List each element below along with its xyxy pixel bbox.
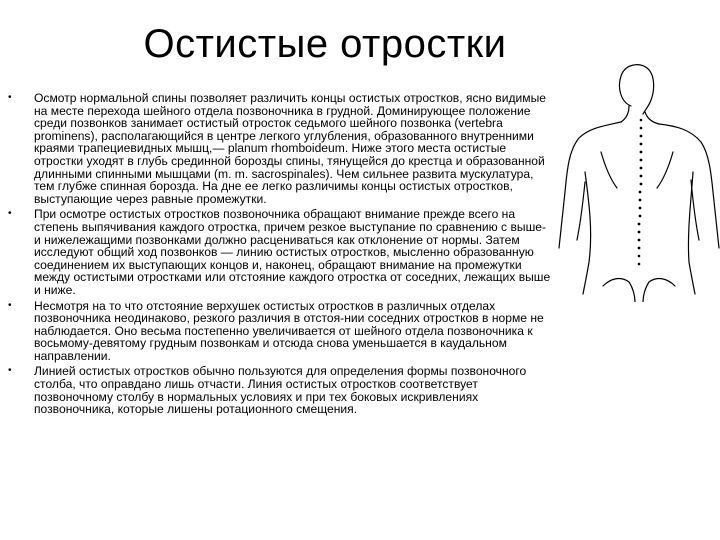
bullet-item (8, 300, 553, 363)
bullet-item (8, 208, 553, 296)
neck-left (621, 106, 629, 122)
left-scapula (601, 152, 617, 188)
bullet-text: Линией остистых отростков обычно пользуются для определения формы позвоночного столба, что оправдано лишь отчасти. Линия остистых отростков соответствует позвоночному столбу в нормальных условиях и при тех боковых искривлениях позвоночника, которые лишены ротационного смещения. (34, 364, 527, 417)
right-scapula (657, 152, 673, 188)
bullet-dot-icon: • (8, 365, 12, 377)
bullet-dot-icon: • (8, 299, 12, 311)
neck-right (645, 112, 659, 124)
bullet-item (8, 365, 553, 415)
bullet-text: При осмотре остистых отростков позвоночника обращают внимание прежде всего на степень выпячивания каждого отростка, причем резкое выступание по сравнению с выше- и нижележащими позвонками должно расцениваться как отклонение от нормы. Затем исследуют общий ход позвонков — линию остистых отростков, мысленно образованную соединением их выступающих концов и, наконец, обращают внимание на промежутки между остистыми отростками или отстояние каждого отростка от соседних, лежащих выше и ниже. (34, 207, 551, 297)
left-arm-inner (577, 182, 585, 240)
bullet-list (8, 92, 553, 419)
slide-title: Остистые отростки (143, 22, 507, 66)
bullet-text: Несмотря на то что отстояние верхушек остистых отростков в различных отделах позвоночника неодинаково, резкого различия в отстоя-нии соседних отростков в норме не наблюдается. Оно весьма постепенно увеличивается от шейного отдела позвоночника к восьмому-девятому грудным позвонкам и отсюда снова уменьшается в каудальном направлении. (34, 298, 544, 363)
gluteal-left (603, 279, 635, 302)
torso-right (688, 172, 695, 294)
head-outline (619, 65, 653, 114)
spinous-process-dots (638, 119, 643, 266)
bullet-text: Осмотр нормальной спины позволяет различить концы остистых отростков, ясно видимые на месте перехода шейного отдела позвоночника в грудной. Доминирующее положение среди позвонков занимает остистый отросток седьмого шейного позвонка (vertebra prominens), располагающийся в центре легкого углубления, образованного внутренними краями трапециевидных мышц,— planum rhomboideum. Ниже этого места остистые отростки уходят в глубь срединной борозды спины, тянущейся до крестца и образованной длинными спинными мышцами (m. m. sacrospinales). Чем сильнее развита мускулатура, тем глубже спинная борозда. На дне ее легко различимы концы остистых отростков, выступающие через равные промежутки. (34, 91, 547, 206)
bullet-item (8, 92, 553, 205)
back-spine-illustration (555, 62, 720, 302)
bullet-dot-icon: • (8, 208, 12, 220)
gluteal-right (643, 279, 675, 302)
bullet-dot-icon: • (8, 92, 12, 103)
